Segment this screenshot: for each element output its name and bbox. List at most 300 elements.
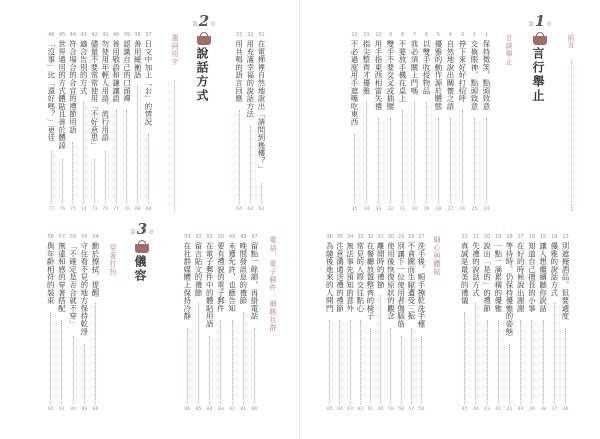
leader-dots: [137, 85, 138, 204]
entry-title: 別遮掩酒品，但要適度: [561, 242, 570, 320]
leader-dots: [209, 336, 210, 404]
leader-dots: [239, 110, 240, 204]
entry-number: 54: [92, 234, 99, 240]
entry-title: 不要放手機在桌上: [398, 40, 407, 103]
entry-page: 63: [247, 207, 254, 212]
entry-page: 74: [80, 207, 87, 212]
entry-page: 82: [229, 407, 236, 412]
entry-number: 41: [102, 32, 109, 38]
entry-page: 27: [447, 207, 454, 212]
entry-page: 58: [398, 407, 405, 412]
entry-page: 60: [377, 407, 384, 412]
entry-number: 9: [388, 32, 393, 38]
entry-title: 交換眼神，點頭致意: [470, 40, 479, 111]
chapter1-heading: [518, 12, 562, 103]
entry-number: 33: [357, 234, 364, 240]
entry-number: 46: [48, 32, 55, 38]
leader-dots: [554, 303, 555, 404]
entry-number: 10: [375, 32, 382, 38]
entry-title: 要有禮貌的電子郵件: [216, 242, 226, 313]
entry-page: 86: [184, 407, 191, 412]
entry-title: 符合場合的合宜的禮節用語: [68, 40, 78, 134]
leader-dots: [329, 320, 330, 404]
entry-number: 2: [472, 32, 477, 38]
toc-entry[interactable]: [365, 234, 376, 414]
entry-page: 83: [217, 407, 224, 412]
entry-number: 45: [58, 32, 66, 38]
preface-label: 前言: [567, 34, 575, 48]
toc-entry[interactable]: [385, 32, 396, 214]
entry-title: 在電梯裡自然地說出「請問到幾樓？」: [257, 40, 266, 173]
entry-title: 「沒事」比「還好嗎？」更佳: [46, 40, 56, 142]
chapter2-title: 說話方式: [195, 47, 209, 103]
entry-page: 38: [540, 407, 547, 412]
entry-number: 6: [424, 32, 429, 38]
leader-dots: [366, 101, 367, 204]
toc-entry[interactable]: [375, 234, 386, 414]
entry-number: 52: [195, 234, 202, 240]
toc-entry[interactable]: [538, 234, 549, 414]
entry-title: 別讓下一位使用者傷腦筋: [396, 242, 406, 328]
entry-title: 離開時的禮節: [376, 242, 386, 289]
leader-dots: [520, 320, 521, 404]
chapter2-badge: 第2章: [192, 12, 216, 30]
entry-title: 自然地說出關懷之語: [446, 40, 455, 111]
toc-entry[interactable]: [409, 32, 420, 214]
toc-entry[interactable]: [396, 234, 407, 414]
entry-number: 55: [81, 234, 88, 240]
entry-title: 雙手不要交叉或插腰: [386, 40, 395, 111]
entry-title: 優雅的動作源於體態: [434, 40, 443, 111]
toc-entry[interactable]: [349, 32, 360, 214]
entry-title: 洗手後，順手擦乾洗手檯: [417, 242, 426, 328]
leader-dots: [339, 320, 340, 404]
entry-title: 不必過度用手遮嘴吃東西: [350, 40, 359, 126]
leader-dots: [531, 320, 532, 404]
leader-dots: [105, 151, 106, 204]
entry-title: 我必須關上門嗎: [410, 40, 419, 95]
entry-title: 善用緩衝語: [133, 40, 143, 79]
entry-number: 44: [69, 32, 77, 38]
entry-page: 33: [375, 207, 382, 212]
entry-title: 無法事先預知的意外: [345, 242, 355, 313]
toc-entry[interactable]: [78, 32, 89, 214]
entry-page: 63: [347, 407, 354, 412]
entry-title: 勿使用年輕人用語、流行用語: [100, 40, 110, 142]
toc-entry[interactable]: [249, 234, 260, 414]
toc-entry[interactable]: [560, 234, 571, 414]
toc-entry[interactable]: [421, 32, 432, 214]
leader-dots: [487, 320, 488, 404]
leader-dots: [243, 312, 244, 404]
leader-dots: [565, 328, 566, 404]
entry-title: 晚間發訊息的禮節: [238, 242, 248, 305]
entry-page: 64: [236, 207, 243, 212]
toc-entry[interactable]: [68, 234, 79, 414]
leader-dots: [370, 328, 371, 404]
entry-number: 35: [336, 234, 344, 240]
entry-number: 34: [346, 234, 354, 240]
entry-number: 14: [551, 234, 558, 240]
toc-entry[interactable]: [385, 234, 396, 414]
leader-dots: [498, 320, 499, 404]
entry-number: 16: [528, 234, 536, 240]
entry-title: 日文中加上「お」的情況: [144, 40, 153, 126]
entry-number: 33: [235, 32, 243, 38]
toc-entry[interactable]: [132, 32, 143, 214]
entry-number: 39: [123, 32, 131, 38]
entry-page: 89: [81, 407, 88, 412]
entry-number: 8: [400, 32, 405, 38]
toc-entry[interactable]: [355, 234, 366, 414]
entry-page: 29: [423, 207, 430, 212]
entry-page: 24: [483, 207, 490, 212]
toc-entry[interactable]: [334, 234, 345, 414]
entry-number: 4: [448, 32, 453, 38]
toc-entry[interactable]: [245, 32, 256, 214]
entry-number: 27: [418, 234, 425, 240]
entry-number: 3: [460, 32, 465, 38]
entry-title: 不貪圖而生厭遭受三振: [406, 242, 416, 320]
toc-entry[interactable]: [504, 234, 515, 414]
entry-page: 57: [408, 407, 415, 412]
leader-dots: [187, 328, 188, 404]
toc-entry[interactable]: [100, 32, 111, 214]
leader-dots: [50, 312, 51, 404]
toc-entry[interactable]: [416, 234, 427, 414]
toc-entry[interactable]: [79, 234, 90, 414]
entry-title: 留言貼文的禮節: [194, 242, 203, 297]
toc-entry[interactable]: [526, 234, 537, 414]
entry-title: 等待時，仍保持優雅的姿態: [505, 242, 514, 336]
entry-number: 53: [184, 234, 191, 240]
entry-page: 62: [357, 407, 364, 412]
entry-number: 56: [69, 234, 77, 240]
entry-title: 與年齡相符的裝束: [46, 242, 56, 305]
leader-dots: [360, 320, 361, 404]
leader-dots: [401, 336, 402, 404]
leader-dots: [354, 134, 355, 204]
leader-dots: [426, 101, 427, 204]
leader-dots: [509, 344, 510, 404]
chapter3-heading: [120, 220, 164, 283]
entry-title: 知道自己擅長的小事: [527, 242, 537, 313]
section-label-contact: 電話、電子郵件、網路社群: [269, 236, 277, 332]
leader-dots: [51, 151, 52, 204]
entry-number: 32: [367, 234, 374, 240]
entry-page: 30: [411, 207, 418, 212]
entry-number: 36: [326, 234, 333, 240]
entry-page: 77: [48, 207, 55, 212]
toc-entry[interactable]: [193, 234, 204, 414]
entry-number: 18: [506, 234, 513, 240]
leader-dots: [254, 328, 255, 404]
leader-dots: [126, 110, 127, 204]
entry-number: 48: [240, 234, 247, 240]
entry-page: 70: [123, 207, 130, 212]
toc-entry[interactable]: [470, 234, 481, 414]
toc-entry[interactable]: [433, 32, 444, 214]
toc-entry[interactable]: [481, 32, 492, 214]
entry-number: 7: [412, 32, 417, 38]
entry-title: 認識自己的口頭禪: [122, 40, 132, 103]
entry-page: 43: [484, 407, 491, 412]
leader-dots: [390, 118, 391, 204]
toc-entry[interactable]: [515, 234, 526, 414]
chapter3-title: 儀容: [133, 255, 147, 283]
preface-dots: [571, 60, 572, 208]
entry-number: 43: [80, 32, 87, 38]
entry-title: 用手指東西相當失禮: [374, 40, 383, 111]
entry-page: 28: [435, 207, 442, 212]
entry-page: 41: [506, 407, 513, 412]
entry-title: 未獲允許，也應告知: [227, 242, 237, 313]
leader-dots: [148, 134, 149, 204]
entry-title: 失禮的說話方式: [471, 242, 481, 297]
leader-dots: [261, 183, 262, 204]
toc-entry[interactable]: [143, 32, 154, 214]
toc-entry[interactable]: [90, 234, 101, 414]
entry-title: 一點一滴累積的優雅: [493, 242, 503, 313]
toc-entry[interactable]: [324, 234, 335, 414]
entry-number: 12: [351, 32, 358, 38]
entry-page: 80: [251, 407, 258, 412]
entry-page: 36: [562, 407, 569, 412]
entry-number: 20: [483, 234, 491, 240]
toc-entry[interactable]: [345, 234, 356, 414]
leader-dots: [94, 159, 95, 204]
entry-title: 在電子郵件中的體貼用語: [205, 242, 215, 328]
entry-page: 45: [461, 407, 468, 412]
entry-page: 40: [517, 407, 524, 412]
entry-title: 適合告別的方式: [79, 40, 89, 95]
entry-title: 守住看不見的地方保持乾淨: [79, 242, 89, 336]
entry-number: 57: [58, 234, 66, 240]
entry-page: 65: [326, 407, 333, 412]
leader-dots: [378, 118, 379, 204]
entry-number: 5: [436, 32, 441, 38]
entry-title: 在餐廳放置整齊的椅子: [366, 242, 375, 320]
leader-dots: [250, 126, 251, 204]
entry-title: 用共鳴的語言回應: [234, 40, 244, 103]
entry-title: 注意溝通送禮的禮節: [335, 242, 345, 313]
toc-entry[interactable]: [406, 234, 417, 414]
leader-dots: [220, 320, 221, 404]
bag-icon: [135, 240, 149, 253]
leader-dots: [95, 303, 96, 404]
entry-number: 37: [145, 32, 152, 38]
toc-entry[interactable]: [121, 32, 132, 214]
entry-page: 84: [206, 407, 213, 412]
toc-entry[interactable]: [234, 32, 245, 214]
toc-entry[interactable]: [182, 234, 193, 414]
entry-page: 59: [387, 407, 394, 412]
entry-number: 21: [472, 234, 480, 240]
entry-number: 15: [539, 234, 547, 240]
section-label-wording: 遣詞用字: [171, 34, 179, 66]
entry-page: 62: [258, 207, 265, 212]
toc-entry[interactable]: [482, 234, 493, 414]
entry-page: 88: [92, 407, 99, 412]
toc-entry[interactable]: [373, 32, 384, 214]
toc-entry[interactable]: [111, 32, 122, 214]
toc-entry[interactable]: [457, 32, 468, 214]
toc-entry[interactable]: [46, 32, 57, 214]
entry-title: 常見的人際交往點心: [355, 242, 365, 313]
toc-entry[interactable]: [67, 32, 78, 214]
entry-title: 善用敬語和謙讓語: [111, 40, 121, 103]
entry-title: 說出「是的」的禮節: [482, 242, 492, 313]
leader-dots: [62, 159, 63, 204]
entry-number: 22: [461, 234, 468, 240]
entry-page: 56: [418, 407, 425, 412]
toc-entry[interactable]: [493, 234, 504, 414]
toc-entry[interactable]: [469, 32, 480, 214]
chapter2-heading: [182, 12, 226, 103]
entry-number: 49: [228, 234, 236, 240]
entry-page: 64: [336, 407, 343, 412]
section-label-manners: 言談舉止: [505, 34, 513, 66]
entry-number: 42: [91, 32, 98, 38]
entry-number: 31: [377, 234, 384, 240]
entry-number: 28: [408, 234, 415, 240]
entry-title: 讓人想繼續聽你說話: [538, 242, 548, 313]
toc-entry[interactable]: [89, 32, 100, 214]
entry-title: 真誠是最美的禮儀: [460, 242, 470, 305]
chapter1-badge: 第1章: [528, 12, 552, 30]
toc-entry[interactable]: [45, 234, 56, 414]
toc-entry[interactable]: [204, 234, 215, 414]
toc-entry[interactable]: [227, 234, 238, 414]
section-dots: [174, 80, 175, 212]
leader-dots: [73, 336, 74, 404]
entry-page: 71: [113, 207, 120, 212]
entry-page: 91: [58, 407, 65, 412]
entry-title: 無違和感的穿著搭配: [57, 242, 67, 313]
entry-page: 92: [47, 407, 54, 412]
entry-page: 76: [59, 207, 66, 212]
entry-number: 29: [397, 234, 405, 240]
entry-page: 68: [145, 207, 152, 212]
chapter1-title: 言行舉止: [531, 47, 545, 103]
entry-page: 72: [102, 207, 109, 212]
leader-dots: [543, 320, 544, 404]
entry-page: 85: [195, 407, 202, 412]
entry-title: 在好的時候說出謝謝: [516, 242, 526, 313]
spread-divider: [299, 0, 300, 439]
entry-number: 58: [47, 234, 54, 240]
entry-title: 為隨後進來的人開門: [325, 242, 335, 313]
entry-page: 44: [472, 407, 479, 412]
toc-entry[interactable]: [397, 32, 408, 214]
leader-dots: [421, 336, 422, 404]
leader-dots: [411, 328, 412, 404]
entry-title: 使用後恢復原狀的觀念: [386, 242, 396, 320]
entry-page: 25: [471, 207, 478, 212]
chapter3-badge: 第3章: [130, 220, 154, 238]
leader-dots: [486, 118, 487, 204]
leader-dots: [414, 101, 415, 204]
leader-dots: [198, 303, 199, 404]
entry-number: 32: [247, 32, 254, 38]
toc-entry[interactable]: [361, 32, 372, 214]
entry-number: 19: [495, 234, 502, 240]
entry-title: 停下來好好打招呼: [458, 40, 467, 103]
entry-title: 保持微笑，點頭致意: [482, 40, 491, 111]
entry-number: 11: [363, 32, 370, 38]
entry-page: 34: [363, 207, 370, 212]
toc-entry[interactable]: [256, 32, 267, 214]
entry-number: 31: [258, 32, 265, 38]
leader-dots: [464, 312, 465, 404]
entry-title: 儘量不要常常使用「不好意思」: [90, 40, 99, 150]
leader-dots: [350, 320, 351, 404]
entry-page: 37: [551, 407, 558, 412]
entry-title: 指尖整齊才優雅: [362, 40, 371, 95]
entry-number: 47: [251, 234, 258, 240]
entry-page: 26: [459, 207, 466, 212]
leader-dots: [61, 320, 62, 404]
entry-number: 13: [562, 234, 569, 240]
entry-page: 31: [399, 207, 406, 212]
entry-page: 81: [240, 407, 247, 412]
entry-title: 「不確定是否合就不穿」: [68, 242, 78, 328]
entry-number: 40: [112, 32, 120, 38]
leader-dots: [84, 344, 85, 404]
entry-title: 以雙手收授物品: [422, 40, 431, 95]
entry-title: 留點一餘韻，再掛電話: [250, 242, 259, 320]
leader-dots: [116, 110, 117, 204]
entry-page: 61: [367, 407, 374, 412]
leader-dots: [380, 295, 381, 404]
leader-dots: [438, 118, 439, 204]
entry-title: 用充滿幸福的說話方法: [245, 40, 255, 118]
leader-dots: [72, 142, 73, 204]
bag-icon: [197, 32, 211, 45]
leader-dots: [390, 328, 391, 404]
leader-dots: [232, 320, 233, 404]
entry-number: 38: [134, 32, 141, 38]
toc-entry[interactable]: [57, 32, 68, 214]
entry-number: 30: [387, 234, 395, 240]
toc-entry[interactable]: [238, 234, 249, 414]
leader-dots: [402, 110, 403, 204]
section-label-care: 細心與體貼: [433, 236, 441, 276]
leader-dots: [450, 118, 451, 204]
toc-entry[interactable]: [56, 234, 67, 414]
entry-number: 17: [517, 234, 524, 240]
entry-page: 42: [495, 407, 502, 412]
toc-entry[interactable]: [215, 234, 226, 414]
entry-title: 勤於擦拭、提醒: [91, 242, 100, 297]
toc-entry[interactable]: [445, 32, 456, 214]
bag-icon: [533, 32, 547, 45]
entry-title: 在社群媒體上保持冷靜: [182, 242, 192, 320]
entry-page: 39: [528, 407, 535, 412]
entry-page: 35: [351, 207, 358, 212]
entry-page: 90: [70, 407, 77, 412]
entry-number: 51: [206, 234, 213, 240]
leader-dots: [83, 101, 84, 204]
entry-page: 73: [91, 207, 98, 212]
entry-page: 32: [387, 207, 394, 212]
entry-number: 1: [484, 32, 489, 38]
entry-page: 69: [134, 207, 141, 212]
toc-entry[interactable]: [459, 234, 470, 414]
toc-entry[interactable]: [549, 234, 560, 414]
leader-dots: [474, 118, 475, 204]
section-label-dress: 穿著打扮: [109, 244, 117, 276]
